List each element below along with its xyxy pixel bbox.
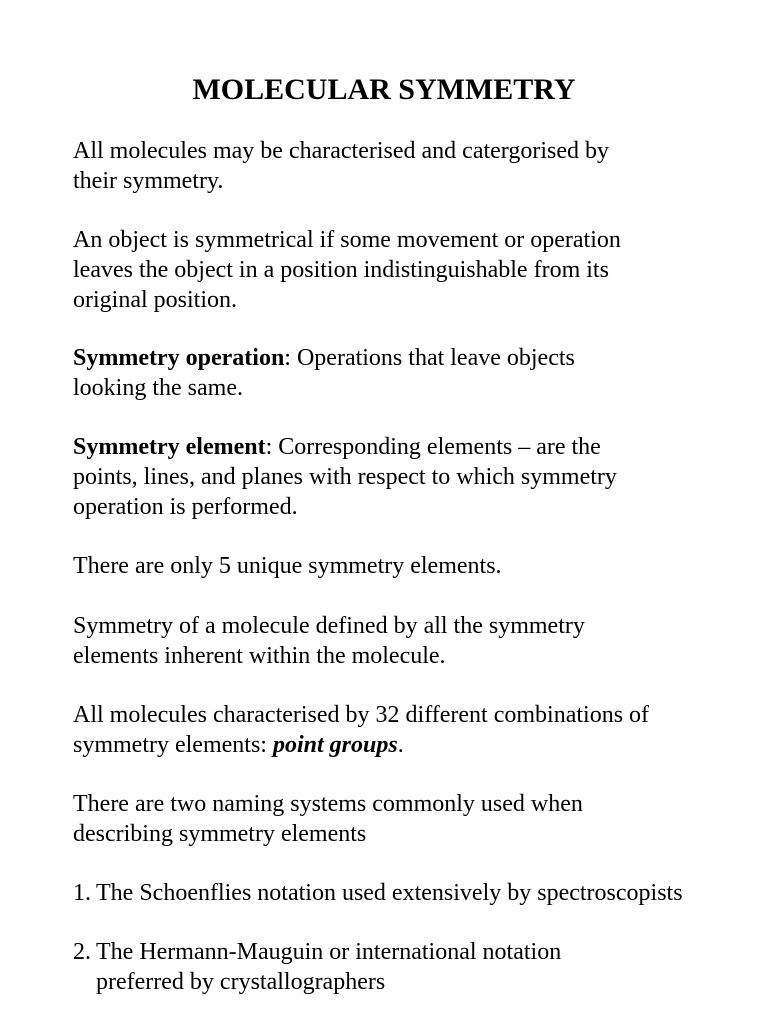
paragraph-line: looking the same. (73, 375, 243, 401)
paragraph-line: There are only 5 unique symmetry elements. (73, 553, 502, 579)
paragraph-text: symmetry elements: (73, 732, 273, 758)
list-item-body (96, 878, 683, 908)
term-symmetry-operation: Symmetry operation (73, 345, 285, 371)
paragraph-line (73, 432, 763, 462)
paragraph-molecule-symmetry (73, 611, 763, 671)
paragraph-symmetry-element (73, 432, 763, 522)
paragraph-line (73, 343, 763, 373)
paragraph-line (73, 730, 763, 760)
paragraph-line: points, lines, and planes with respect to which symmetry (73, 464, 617, 490)
definition-text: : Operations that leave objects (284, 345, 575, 371)
paragraph-line: describing symmetry elements (73, 821, 367, 847)
paragraph-line: An object is symmetrical if some movement or operation (73, 227, 621, 253)
list-number: 2. (73, 939, 91, 965)
list-item-body (96, 937, 561, 997)
paragraph-symmetrical-definition (73, 225, 763, 315)
list-item-line: The Hermann-Mauguin or international notation (96, 939, 562, 965)
paragraph-naming-systems (73, 789, 763, 849)
paragraph-unique-elements (73, 551, 763, 581)
paragraph-line: operation is performed. (73, 494, 298, 520)
list-item-line: The Schoenflies notation used extensively by spectroscopists (96, 880, 683, 906)
paragraph-text: . (397, 732, 404, 758)
paragraph-intro (73, 136, 763, 196)
paragraph-line: Symmetry of a molecule defined by all the symmetry (73, 613, 585, 639)
term-point-groups: point groups (272, 732, 398, 758)
page-title: MOLECULAR SYMMETRY (192, 73, 576, 106)
paragraph-line: All molecules characterised by 32 different combinations of (73, 702, 650, 728)
paragraph-symmetry-operation (73, 343, 763, 403)
paragraph-line: There are two naming systems commonly used when (73, 791, 583, 817)
paragraph-point-groups (73, 700, 763, 760)
paragraph-line: elements inherent within the molecule. (73, 643, 446, 669)
list-item-line: preferred by crystallographers (96, 969, 386, 995)
paragraph-line: All molecules may be characterised and catergorised by (73, 138, 610, 164)
definition-text: : Corresponding elements – are the (265, 434, 601, 460)
paragraph-line: original position. (73, 287, 237, 313)
paragraph-line: their symmetry. (73, 168, 224, 194)
term-symmetry-element: Symmetry element (73, 434, 266, 460)
list-number: 1. (73, 880, 91, 906)
paragraph-line: leaves the object in a position indistinguishable from its (73, 257, 609, 283)
